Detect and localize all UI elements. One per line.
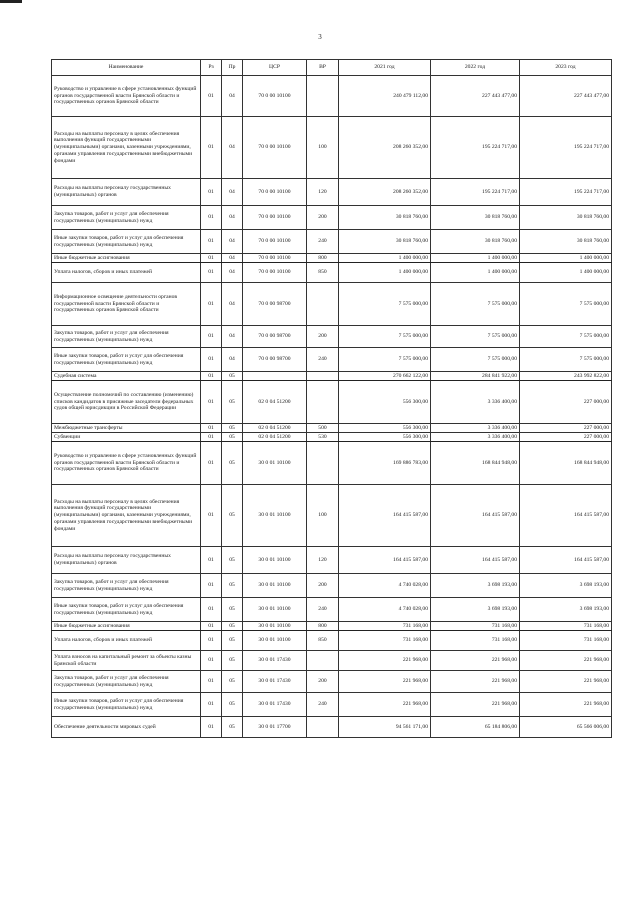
cell-csr: 30 0 01 17700: [243, 717, 307, 738]
header-csr: ЦСР: [243, 60, 307, 76]
cell-name: Уплата налогов, сборов и иных платежей: [52, 631, 201, 651]
cell-pr: 04: [222, 179, 243, 206]
page-number: 3: [318, 33, 322, 41]
cell-rz: 01: [201, 574, 222, 598]
header-name: Наименование: [52, 60, 201, 76]
table-row: [52, 372, 612, 381]
cell-y2021: 240 479 112,00: [339, 76, 431, 117]
table-row: [52, 574, 612, 598]
cell-name: Иные закупки товаров, работ и услуг для обеспечения государственных (муниципальных) нужд: [52, 230, 201, 254]
cell-y2023: 227 000,00: [520, 433, 612, 442]
cell-y2023: 7 575 000,00: [520, 348, 612, 372]
cell-vr: 120: [307, 179, 339, 206]
cell-vr: [307, 442, 339, 485]
cell-pr: 05: [222, 622, 243, 631]
cell-y2023: 3 698 193,00: [520, 598, 612, 622]
cell-y2023: 195 224 717,00: [520, 117, 612, 179]
cell-y2023: 731 168,00: [520, 631, 612, 651]
cell-vr: [307, 372, 339, 381]
cell-vr: 800: [307, 254, 339, 263]
cell-csr: 70 0 00 10100: [243, 117, 307, 179]
cell-y2022: 221 968,00: [431, 693, 520, 717]
cell-csr: 70 0 00 98700: [243, 326, 307, 348]
cell-pr: 05: [222, 433, 243, 442]
header-rz: Рз: [201, 60, 222, 76]
cell-y2023: 3 698 193,00: [520, 574, 612, 598]
cell-y2023: 221 968,00: [520, 671, 612, 693]
cell-y2021: 270 662 122,00: [339, 372, 431, 381]
cell-y2023: 227 000,00: [520, 424, 612, 433]
cell-pr: 05: [222, 671, 243, 693]
table-row: [52, 651, 612, 671]
table-row: [52, 283, 612, 326]
cell-csr: [243, 372, 307, 381]
cell-rz: 01: [201, 485, 222, 547]
cell-vr: [307, 76, 339, 117]
cell-y2021: 7 575 000,00: [339, 348, 431, 372]
cell-name: Иные закупки товаров, работ и услуг для обеспечения государственных (муниципальных) нужд: [52, 348, 201, 372]
cell-csr: 30 0 01 10100: [243, 547, 307, 574]
header-vr: ВР: [307, 60, 339, 76]
cell-y2021: 1 400 000,00: [339, 263, 431, 283]
table-row: [52, 631, 612, 651]
cell-y2022: 731 168,00: [431, 622, 520, 631]
cell-pr: 04: [222, 206, 243, 230]
cell-pr: 04: [222, 254, 243, 263]
table-row: [52, 206, 612, 230]
cell-rz: 01: [201, 117, 222, 179]
table-row: [52, 117, 612, 179]
cell-csr: 70 0 00 10100: [243, 206, 307, 230]
cell-y2022: 3 698 193,00: [431, 574, 520, 598]
cell-rz: 01: [201, 424, 222, 433]
cell-rz: 01: [201, 230, 222, 254]
cell-rz: 01: [201, 263, 222, 283]
cell-vr: 850: [307, 631, 339, 651]
cell-name: Расходы на выплаты персоналу в целях обеспечения выполнения функций государственными (муниципальными) органами, казенными учреждениями, органами управления государственными внебюджетными фондами: [52, 485, 201, 547]
table-row: [52, 230, 612, 254]
cell-y2021: 4 740 028,00: [339, 574, 431, 598]
cell-csr: 30 0 01 17430: [243, 693, 307, 717]
cell-y2022: 30 818 760,00: [431, 206, 520, 230]
cell-y2023: 195 224 717,00: [520, 179, 612, 206]
cell-y2021: 556 300,00: [339, 433, 431, 442]
cell-pr: 04: [222, 283, 243, 326]
cell-pr: 04: [222, 117, 243, 179]
cell-rz: 01: [201, 622, 222, 631]
table-row: [52, 179, 612, 206]
cell-y2023: 7 575 000,00: [520, 326, 612, 348]
cell-y2022: 30 818 760,00: [431, 230, 520, 254]
cell-name: Иные бюджетные ассигнования: [52, 622, 201, 631]
cell-csr: 70 0 00 10100: [243, 76, 307, 117]
cell-name: Обеспечение деятельности мировых судей: [52, 717, 201, 738]
cell-name: Иные закупки товаров, работ и услуг для обеспечения государственных (муниципальных) нужд: [52, 693, 201, 717]
cell-name: Расходы на выплаты персоналу государственных (муниципальных) органов: [52, 179, 201, 206]
cell-csr: 70 0 00 10100: [243, 179, 307, 206]
cell-csr: 30 0 01 10100: [243, 631, 307, 651]
cell-vr: 240: [307, 598, 339, 622]
cell-rz: 01: [201, 76, 222, 117]
cell-y2022: 1 400 000,00: [431, 254, 520, 263]
cell-y2023: 164 415 587,00: [520, 485, 612, 547]
cell-y2021: 169 886 783,00: [339, 442, 431, 485]
cell-pr: 04: [222, 348, 243, 372]
cell-y2023: 243 992 822,00: [520, 372, 612, 381]
cell-y2023: 1 400 000,00: [520, 254, 612, 263]
cell-y2021: 731 168,00: [339, 631, 431, 651]
cell-pr: 04: [222, 326, 243, 348]
header-2023: 2023 год: [520, 60, 612, 76]
cell-y2023: 1 400 000,00: [520, 263, 612, 283]
cell-name: Закупка товаров, работ и услуг для обеспечения государственных (муниципальных) нужд: [52, 574, 201, 598]
cell-y2021: 164 415 587,00: [339, 485, 431, 547]
cell-rz: 01: [201, 717, 222, 738]
cell-y2023: 221 968,00: [520, 693, 612, 717]
cell-y2023: 65 566 006,00: [520, 717, 612, 738]
cell-pr: 04: [222, 76, 243, 117]
cell-name: Судебная система: [52, 372, 201, 381]
cell-y2021: 7 575 000,00: [339, 326, 431, 348]
cell-name: Межбюджетные трансферты: [52, 424, 201, 433]
cell-vr: 200: [307, 206, 339, 230]
cell-y2021: 30 818 760,00: [339, 230, 431, 254]
cell-y2023: 168 844 948,00: [520, 442, 612, 485]
cell-csr: 70 0 00 98700: [243, 348, 307, 372]
cell-rz: 01: [201, 693, 222, 717]
cell-y2021: 30 818 760,00: [339, 206, 431, 230]
cell-y2021: 208 260 352,00: [339, 179, 431, 206]
cell-vr: 120: [307, 547, 339, 574]
cell-y2022: 221 968,00: [431, 671, 520, 693]
cell-csr: 70 0 00 10100: [243, 254, 307, 263]
cell-vr: [307, 717, 339, 738]
cell-y2022: 195 224 717,00: [431, 179, 520, 206]
cell-y2022: 3 698 193,00: [431, 598, 520, 622]
cell-vr: 100: [307, 485, 339, 547]
header-row: [52, 60, 612, 76]
cell-name: Закупка товаров, работ и услуг для обеспечения государственных (муниципальных) нужд: [52, 206, 201, 230]
cell-csr: 70 0 00 10100: [243, 263, 307, 283]
cell-pr: 05: [222, 717, 243, 738]
cell-pr: 04: [222, 263, 243, 283]
table-body: [52, 76, 612, 738]
cell-vr: 530: [307, 433, 339, 442]
cell-y2022: 221 968,00: [431, 651, 520, 671]
cell-vr: 240: [307, 693, 339, 717]
cell-y2021: 221 968,00: [339, 651, 431, 671]
cell-y2021: 4 740 028,00: [339, 598, 431, 622]
cell-rz: 01: [201, 631, 222, 651]
cell-rz: 01: [201, 651, 222, 671]
cell-y2021: 208 260 352,00: [339, 117, 431, 179]
table-row: [52, 326, 612, 348]
cell-pr: 05: [222, 631, 243, 651]
cell-rz: 01: [201, 372, 222, 381]
table-row: [52, 442, 612, 485]
cell-name: Расходы на выплаты персоналу государственных (муниципальных) органов: [52, 547, 201, 574]
cell-y2021: 7 575 000,00: [339, 283, 431, 326]
table-row: [52, 717, 612, 738]
cell-y2021: 556 300,00: [339, 381, 431, 424]
cell-csr: 30 0 01 10100: [243, 574, 307, 598]
cell-name: Осуществление полномочий по составлению (изменению) списков кандидатов в присяжные заседатели федеральных судов общей юрисдикции в Российской Федерации: [52, 381, 201, 424]
cell-y2022: 164 415 587,00: [431, 547, 520, 574]
cell-y2022: 7 575 000,00: [431, 326, 520, 348]
cell-vr: 240: [307, 230, 339, 254]
table-row: [52, 693, 612, 717]
cell-rz: 01: [201, 598, 222, 622]
cell-vr: [307, 651, 339, 671]
cell-vr: 500: [307, 424, 339, 433]
cell-name: Уплата налогов, сборов и иных платежей: [52, 263, 201, 283]
cell-y2022: 3 336 400,00: [431, 433, 520, 442]
cell-y2023: 227 000,00: [520, 381, 612, 424]
cell-pr: 05: [222, 693, 243, 717]
cell-pr: 05: [222, 485, 243, 547]
budget-table: [51, 59, 612, 738]
cell-y2023: 731 168,00: [520, 622, 612, 631]
cell-csr: 30 0 01 17430: [243, 671, 307, 693]
cell-vr: 800: [307, 622, 339, 631]
cell-name: Иные закупки товаров, работ и услуг для обеспечения государственных (муниципальных) нужд: [52, 598, 201, 622]
cell-rz: 01: [201, 326, 222, 348]
cell-pr: 05: [222, 424, 243, 433]
cell-name: Уплата взносов на капитальный ремонт за объекты казны Брянской области: [52, 651, 201, 671]
cell-vr: 100: [307, 117, 339, 179]
cell-vr: [307, 381, 339, 424]
cell-name: Субвенции: [52, 433, 201, 442]
cell-y2021: 556 300,00: [339, 424, 431, 433]
cell-pr: 05: [222, 598, 243, 622]
cell-y2023: 30 818 760,00: [520, 230, 612, 254]
cell-y2022: 164 415 587,00: [431, 485, 520, 547]
cell-csr: 02 0 04 51200: [243, 433, 307, 442]
cell-name: Иные бюджетные ассигнования: [52, 254, 201, 263]
cell-name: Закупка товаров, работ и услуг для обеспечения государственных (муниципальных) нужд: [52, 326, 201, 348]
table-row: [52, 424, 612, 433]
cell-y2023: 221 968,00: [520, 651, 612, 671]
cell-name: Руководство и управление в сфере установленных функций органов государственной власти Брянской области и государственных органов Брянской области: [52, 442, 201, 485]
cell-pr: 05: [222, 651, 243, 671]
cell-y2022: 7 575 000,00: [431, 283, 520, 326]
cell-y2021: 221 968,00: [339, 671, 431, 693]
table-row: [52, 433, 612, 442]
table-row: [52, 547, 612, 574]
cell-vr: 200: [307, 671, 339, 693]
cell-rz: 01: [201, 433, 222, 442]
table-row: [52, 671, 612, 693]
cell-y2021: 164 415 587,00: [339, 547, 431, 574]
cell-csr: 02 0 04 51200: [243, 381, 307, 424]
cell-y2022: 1 400 000,00: [431, 263, 520, 283]
cell-rz: 01: [201, 348, 222, 372]
cell-pr: 04: [222, 230, 243, 254]
cell-csr: 70 0 00 98700: [243, 283, 307, 326]
table-row: [52, 622, 612, 631]
cell-y2022: 168 844 948,00: [431, 442, 520, 485]
cell-pr: 05: [222, 547, 243, 574]
header-2021: 2021 год: [339, 60, 431, 76]
cell-csr: 30 0 01 10100: [243, 485, 307, 547]
cell-pr: 05: [222, 372, 243, 381]
table-row: [52, 254, 612, 263]
table-row: [52, 598, 612, 622]
cell-rz: 01: [201, 283, 222, 326]
cell-y2022: 284 841 922,00: [431, 372, 520, 381]
cell-rz: 01: [201, 254, 222, 263]
cell-vr: 240: [307, 348, 339, 372]
cell-csr: 30 0 01 10100: [243, 622, 307, 631]
scan-edge-mark: [0, 0, 22, 3]
cell-y2022: 195 224 717,00: [431, 117, 520, 179]
cell-y2023: 30 818 760,00: [520, 206, 612, 230]
cell-y2022: 7 575 000,00: [431, 348, 520, 372]
cell-y2022: 227 443 477,00: [431, 76, 520, 117]
table-row: [52, 263, 612, 283]
cell-y2023: 7 575 000,00: [520, 283, 612, 326]
cell-csr: 30 0 01 10100: [243, 598, 307, 622]
cell-name: Расходы на выплаты персоналу в целях обеспечения выполнения функций государственными (муниципальными) органами, казенными учреждениями, органами управления государственными внебюджетными фондами: [52, 117, 201, 179]
cell-csr: 70 0 00 10100: [243, 230, 307, 254]
cell-vr: 200: [307, 574, 339, 598]
cell-pr: 05: [222, 442, 243, 485]
cell-y2022: 65 184 806,00: [431, 717, 520, 738]
table-row: [52, 485, 612, 547]
header-2022: 2022 год: [431, 60, 520, 76]
cell-y2022: 3 336 400,00: [431, 381, 520, 424]
cell-csr: 30 0 01 17430: [243, 651, 307, 671]
cell-y2023: 164 415 587,00: [520, 547, 612, 574]
cell-rz: 01: [201, 179, 222, 206]
cell-rz: 01: [201, 381, 222, 424]
cell-pr: 05: [222, 574, 243, 598]
cell-name: Информационное освещение деятельности органов государственной власти Брянской области и государственных органов Брянской области: [52, 283, 201, 326]
cell-rz: 01: [201, 547, 222, 574]
cell-y2023: 227 443 477,00: [520, 76, 612, 117]
cell-rz: 01: [201, 671, 222, 693]
cell-name: Закупка товаров, работ и услуг для обеспечения государственных (муниципальных) нужд: [52, 671, 201, 693]
cell-y2022: 3 336 400,00: [431, 424, 520, 433]
cell-y2021: 221 968,00: [339, 693, 431, 717]
table-row: [52, 381, 612, 424]
cell-csr: 02 0 04 51200: [243, 424, 307, 433]
cell-y2021: 1 400 000,00: [339, 254, 431, 263]
cell-vr: 850: [307, 263, 339, 283]
table-row: [52, 348, 612, 372]
cell-vr: 200: [307, 326, 339, 348]
cell-name: Руководство и управление в сфере установленных функций органов государственной власти Брянской области и государственных органов Брянской области: [52, 76, 201, 117]
cell-vr: [307, 283, 339, 326]
cell-y2021: 94 561 171,00: [339, 717, 431, 738]
cell-csr: 30 0 01 10100: [243, 442, 307, 485]
cell-rz: 01: [201, 442, 222, 485]
header-pr: Пр: [222, 60, 243, 76]
cell-pr: 05: [222, 381, 243, 424]
table-row: [52, 76, 612, 117]
cell-y2021: 731 168,00: [339, 622, 431, 631]
cell-rz: 01: [201, 206, 222, 230]
cell-y2022: 731 168,00: [431, 631, 520, 651]
